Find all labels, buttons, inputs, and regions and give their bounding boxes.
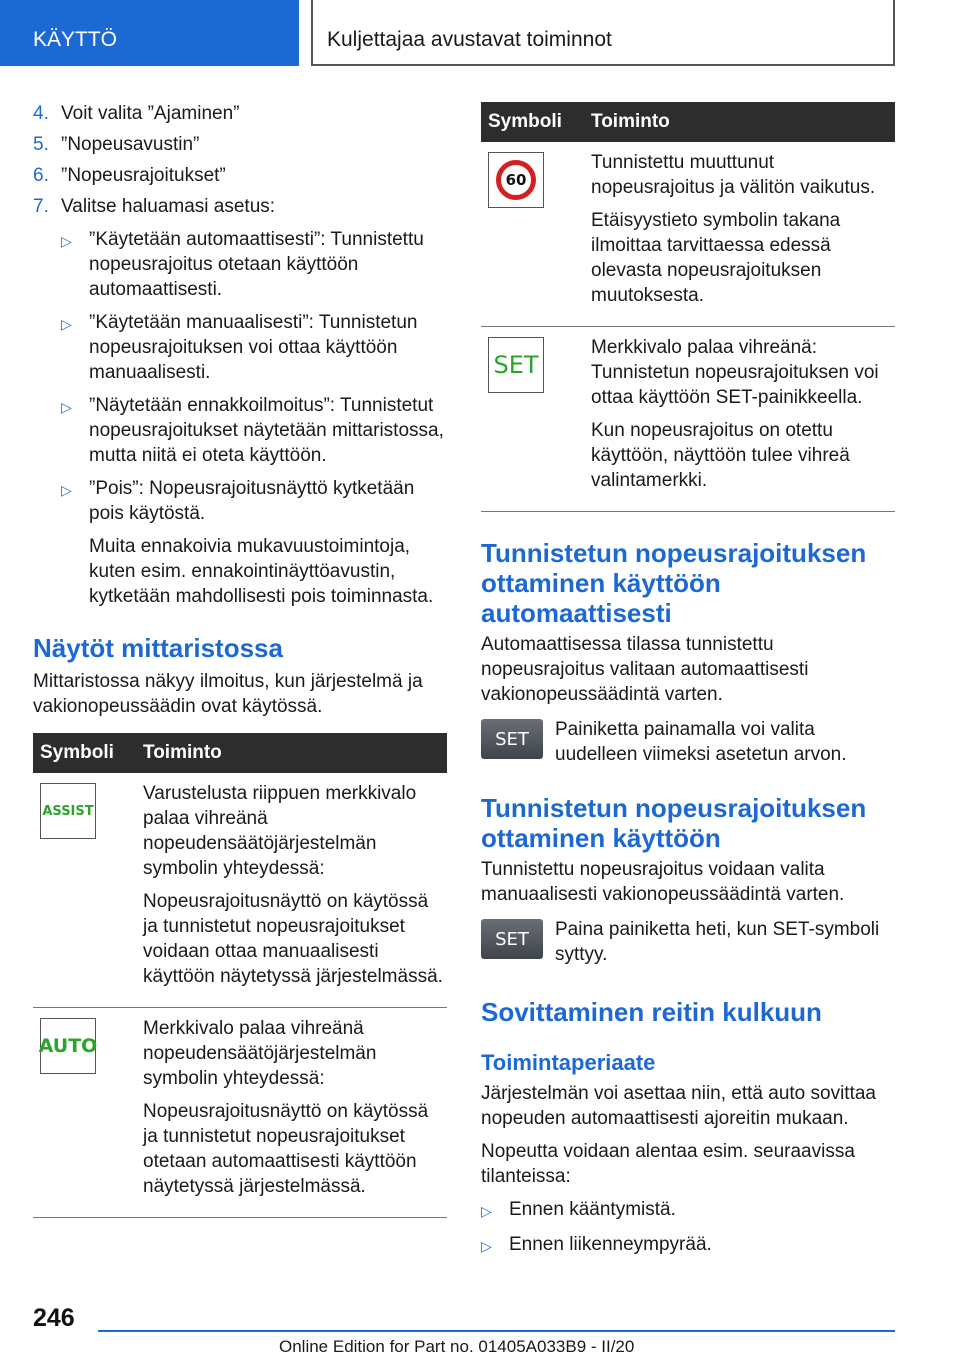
section-heading: Tunnistetun nopeusrajoituksen ottaminen käyttöön automaattisesti bbox=[481, 538, 867, 628]
section-heading: Sovittaminen reitin kulkuun bbox=[481, 997, 822, 1027]
assist-indicator-icon bbox=[40, 783, 96, 839]
bullet-text: Ennen kääntymistä. bbox=[509, 1199, 676, 1220]
subsection-heading: Toimintaperiaate bbox=[481, 1050, 656, 1075]
step-item bbox=[33, 133, 447, 157]
icon-label: ASSIST bbox=[42, 803, 94, 819]
table-row bbox=[33, 1008, 447, 1218]
function-text: Merkkivalo palaa vihreänä: Tunnistetun nopeusrajoituksen voi ottaa käyttöön SET-painikkeella. bbox=[591, 337, 879, 408]
section-intro: Mittaristossa näkyy ilmoitus, kun järjestelmä ja vakionopeussäädin ovat käytössä. bbox=[33, 671, 423, 717]
function-text: Etäisyystieto symbolin takana ilmoittaa tarvittaessa edessä olevasta nopeusrajoituksen muutoksesta. bbox=[591, 210, 841, 306]
function-text: Kun nopeusrajoitus on otettu käyttöön, näyttöön tulee vihreä valintamerkki. bbox=[591, 420, 850, 491]
edition-text: Online Edition for Part no. 01405A033B9 - II/20 bbox=[279, 1337, 635, 1356]
page-number: 246 bbox=[33, 1304, 75, 1332]
step-number: 7. bbox=[33, 196, 49, 217]
step-number: 4. bbox=[33, 103, 49, 124]
step-number: 5. bbox=[33, 134, 49, 155]
set-instruction bbox=[481, 717, 895, 767]
function-text: Nopeusrajoitusnäyttö on käytössä ja tunnistetut nopeusrajoitukset otetaan automaattisesti käyttöön näytetyssä järjestelmässä. bbox=[143, 1101, 429, 1197]
bullet-item bbox=[61, 476, 447, 526]
bullet-item bbox=[481, 1197, 895, 1224]
function-cell bbox=[136, 773, 447, 1008]
step-item bbox=[33, 195, 447, 219]
function-cell bbox=[136, 1008, 447, 1218]
page-header bbox=[0, 0, 960, 66]
bullet-text: Ennen liikenneympyrää. bbox=[509, 1234, 712, 1255]
table-row bbox=[481, 142, 895, 327]
set-instruction-text: Painiketta painamalla voi valita uudelleen viimeksi asetetun arvon. bbox=[555, 719, 847, 765]
auto-indicator-icon bbox=[40, 1018, 96, 1074]
step-text: Valitse haluamasi asetus: bbox=[61, 196, 276, 217]
table-row bbox=[33, 773, 447, 1008]
section-heading: Tunnistetun nopeusrajoituksen ottaminen käyttöön bbox=[481, 793, 867, 853]
step-item bbox=[33, 164, 447, 188]
section-text: Automaattisessa tilassa tunnistettu nopeusrajoitus valitaan automaattisesti vakionopeussäädintä varten. bbox=[481, 634, 809, 705]
function-text: Tunnistettu muuttunut nopeusrajoitus ja välitön vaikutus. bbox=[591, 152, 876, 198]
bullet-item bbox=[481, 1232, 895, 1259]
set-button-icon: SET bbox=[481, 919, 543, 959]
triangle-bullet-icon: ▷ bbox=[481, 1203, 492, 1219]
section-heading: Näytöt mittaristossa bbox=[33, 633, 283, 663]
table-row bbox=[481, 327, 895, 512]
function-cell bbox=[584, 142, 895, 327]
bullet-item bbox=[61, 310, 447, 385]
bullet-text: ”Käytetään automaattisesti”: Tunnistettu nopeusrajoitus otetaan käyttöön automaattisesti. bbox=[89, 229, 424, 300]
triangle-bullet-icon: ▷ bbox=[61, 233, 72, 249]
symbol-table bbox=[33, 733, 447, 1218]
speed-limit-sign-icon bbox=[488, 152, 544, 208]
function-text: Nopeusrajoitusnäyttö on käytössä ja tunnistetut nopeusrajoitukset voidaan ottaa manuaalisesti käyttöön näytetyssä järjestelmässä. bbox=[143, 891, 443, 987]
bullet-item bbox=[61, 393, 447, 468]
bullet-item bbox=[61, 227, 447, 302]
triangle-bullet-icon: ▷ bbox=[61, 316, 72, 332]
symbol-cell bbox=[481, 327, 584, 512]
column-header-symbol: Symboli bbox=[33, 733, 136, 773]
function-cell bbox=[584, 327, 895, 512]
set-instruction bbox=[481, 917, 895, 967]
step-text: ”Nopeusrajoitukset” bbox=[61, 165, 226, 186]
icon-label: AUTO bbox=[38, 1034, 98, 1057]
column-header-symbol: Symboli bbox=[481, 102, 584, 142]
icon-label: SET bbox=[493, 350, 539, 379]
bullet-text: ”Pois”: Nopeusrajoitusnäyttö kytketään pois käytöstä. bbox=[89, 478, 415, 524]
left-column bbox=[33, 102, 447, 1218]
symbol-cell bbox=[33, 773, 136, 1008]
set-instruction-text: Paina painiketta heti, kun SET-symboli syttyy. bbox=[555, 919, 880, 965]
right-column bbox=[481, 102, 895, 1267]
triangle-bullet-icon: ▷ bbox=[61, 482, 72, 498]
symbol-cell bbox=[33, 1008, 136, 1218]
symbol-table bbox=[481, 102, 895, 512]
function-text: Varustelusta riippuen merkkivalo palaa vihreänä nopeudensäätöjärjestelmän symbolin yhteydessä: bbox=[143, 783, 417, 879]
function-text: Merkkivalo palaa vihreänä nopeudensäätöjärjestelmän symbolin yhteydessä: bbox=[143, 1018, 377, 1089]
column-header-function: Toiminto bbox=[584, 102, 895, 142]
section-text: Tunnistettu nopeusrajoitus voidaan valita manuaalisesti vakionopeussäädintä varten. bbox=[481, 859, 845, 905]
step-number: 6. bbox=[33, 165, 49, 186]
set-indicator-icon bbox=[488, 337, 544, 393]
section-text: Järjestelmän voi asettaa niin, että auto sovittaa nopeuden automaattisesti ajoreitin mukaan. bbox=[481, 1083, 877, 1129]
bullet-note: Muita ennakoivia mukavuustoimintoja, kuten esim. ennakointinäyttöavustin, kytketään mahdollisesti pois toiminnasta. bbox=[89, 536, 434, 607]
triangle-bullet-icon: ▷ bbox=[61, 399, 72, 415]
footer-divider bbox=[98, 1330, 895, 1332]
triangle-bullet-icon: ▷ bbox=[481, 1238, 492, 1254]
chapter-title: Kuljettajaa avustavat toiminnot bbox=[311, 0, 895, 66]
step-item bbox=[33, 102, 447, 126]
step-text: Voit valita ”Ajaminen” bbox=[61, 103, 240, 124]
section-label: KÄYTTÖ bbox=[0, 0, 299, 66]
symbol-cell bbox=[481, 142, 584, 327]
speed-value: 60 bbox=[496, 160, 536, 200]
bullet-text: ”Käytetään manuaalisesti”: Tunnistetun nopeusrajoituksen voi ottaa käyttöön manuaalisesti. bbox=[89, 312, 418, 383]
bullet-text: ”Näytetään ennakkoilmoitus”: Tunnistetut nopeusrajoitukset näytetään mittaristossa, mutta niitä ei oteta käyttöön. bbox=[89, 395, 444, 466]
column-header-function: Toiminto bbox=[136, 733, 447, 773]
section-text: Nopeutta voidaan alentaa esim. seuraavissa tilanteissa: bbox=[481, 1141, 855, 1187]
set-button-icon: SET bbox=[481, 719, 543, 759]
step-text: ”Nopeusavustin” bbox=[61, 134, 200, 155]
